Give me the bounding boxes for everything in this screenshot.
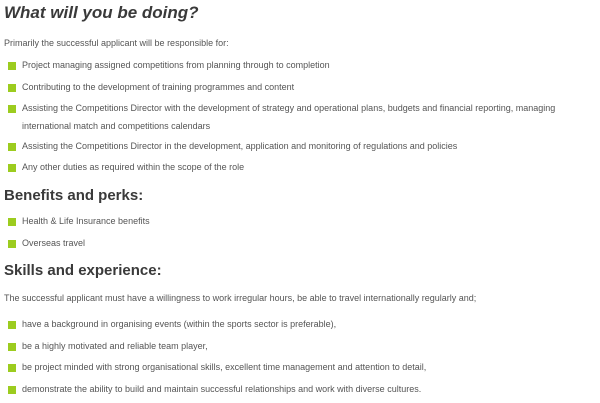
square-bullet-icon (8, 364, 16, 372)
square-bullet-icon (8, 386, 16, 394)
square-bullet-icon (8, 143, 16, 151)
square-bullet-icon (8, 62, 16, 70)
duties-intro: Primarily the successful applicant will be responsible for: (4, 38, 229, 48)
skills-intro: The successful applicant must have a willingness to work irregular hours, be able to travel internationally regularly and; (4, 293, 477, 303)
section-heading-skills: Skills and experience: (4, 262, 162, 279)
square-bullet-icon (8, 105, 16, 113)
square-bullet-icon (8, 343, 16, 351)
job-description: What will you be doing? Primarily the successful applicant will be responsible for: Project managing assigned competitions from planning through to completion Contributing to the development of training programmes and content Assisting the Competitions Director with the development of strategy and operational plans, budgets and financial reporting, managing international match and competitions calendars Assisting the Competitions Director in the development, application and monitoring of regulations and policies Any other duties as required within the scope of the role Benefits and perks: Health & Life Insurance benefits Overseas travel Skills and experience: The successful applicant must have a willingness to work irregular hours, be able to travel internationally regularly and; have a background in organising events (within the sports sector is preferable), be a highly motivated and reliable team player, be project minded with strong organisational skills, excellent time management and attention to detail, demonstrate the ability to build and maintain successful relationships and work with diverse cultures. (4, 3, 556, 394)
square-bullet-icon (8, 218, 16, 226)
square-bullet-icon (8, 321, 16, 329)
square-bullet-icon (8, 84, 16, 92)
square-bullet-icon (8, 164, 16, 172)
square-bullet-icon (8, 240, 16, 248)
section-heading-duties: What will you be doing? (4, 3, 199, 22)
section-heading-benefits: Benefits and perks: (4, 187, 144, 204)
